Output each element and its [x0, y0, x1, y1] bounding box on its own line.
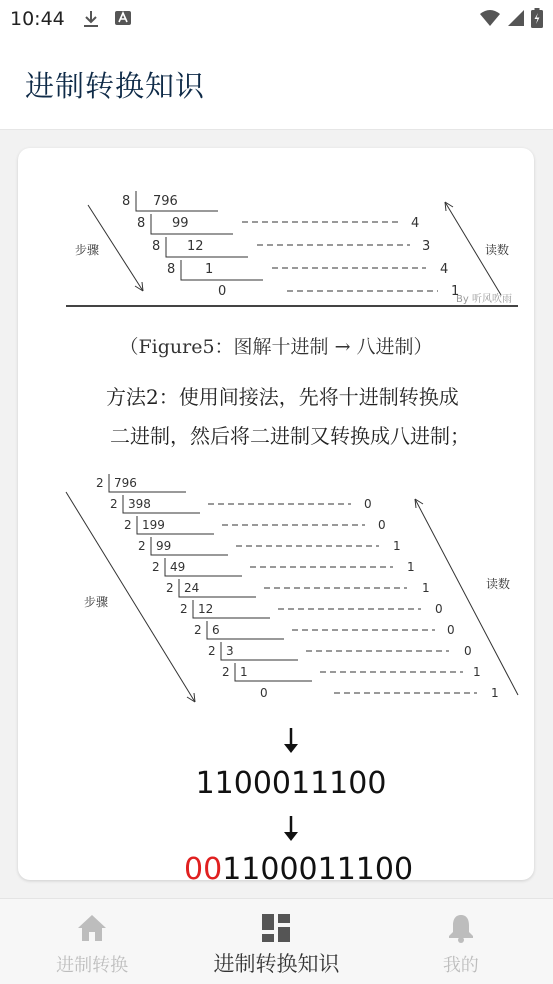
remainder-value: 0	[364, 497, 372, 511]
divisor-label: 2	[166, 581, 174, 595]
download-icon	[82, 9, 100, 29]
quotient-value: 796	[114, 476, 137, 490]
divisor-label: 8	[137, 216, 146, 231]
dashboard-icon	[261, 913, 291, 943]
nav-label: 进制转换知识	[213, 952, 340, 976]
divisor-label: 2	[124, 518, 132, 532]
quotient-value: 3	[226, 644, 234, 658]
divisor-label: 2	[180, 602, 188, 616]
down-arrow-icon	[281, 726, 301, 756]
down-arrow-icon	[281, 814, 301, 844]
quotient-value: 796	[153, 194, 178, 209]
quotient-value: 1	[240, 665, 248, 679]
remainder-value: 1	[407, 560, 415, 574]
content-card[interactable]	[18, 148, 534, 880]
remainder-value: 0	[464, 644, 472, 658]
nav-item-knowledge[interactable]	[184, 899, 368, 984]
remainder-value: 0	[378, 518, 386, 532]
nav-label: 我的	[442, 955, 479, 976]
divisor-label: 2	[96, 476, 104, 490]
nav-label: 进制转换	[56, 955, 129, 976]
quotient-value: 6	[212, 623, 220, 637]
padding-zeros: 00	[184, 852, 223, 880]
divisor-label: 2	[152, 560, 160, 574]
remainder-value: 0	[447, 623, 455, 637]
home-icon	[76, 913, 108, 943]
divisor-label: 2	[222, 665, 230, 679]
paragraph-line: 二进制，然后将二进制又转换成八进制；	[110, 424, 470, 448]
divisor-label: 2	[208, 644, 216, 658]
divisor-label: 8	[152, 239, 161, 254]
quotient-value: 12	[187, 239, 204, 254]
steps-label: 步骤	[84, 595, 109, 609]
quotient-value: 398	[128, 497, 151, 511]
quotient-value: 49	[170, 560, 186, 574]
quotient-value: 0	[260, 686, 268, 700]
remainder-value: 1	[422, 581, 430, 595]
method-paragraph	[64, 378, 504, 456]
quotient-value: 12	[198, 602, 214, 616]
read-label: 读数	[485, 243, 510, 257]
remainder-value: 0	[435, 602, 443, 616]
remainder-value: 1	[491, 686, 499, 700]
quotient-value: 199	[142, 518, 165, 532]
quotient-value: 99	[156, 539, 172, 553]
quotient-value: 0	[218, 284, 227, 299]
app-bar	[0, 38, 553, 130]
text-app-icon	[114, 9, 132, 27]
padded-binary	[184, 852, 413, 880]
remainder-value: 3	[422, 239, 431, 254]
quotient-value: 99	[172, 216, 189, 231]
divisor-label: 2	[110, 497, 118, 511]
battery-icon	[531, 8, 543, 28]
steps-label: 步骤	[75, 243, 100, 257]
binary-division-diagram	[18, 470, 534, 710]
paragraph-line: 方法2：使用间接法，先将十进制转换成	[106, 385, 459, 409]
padded-binary-rest: 1100011100	[222, 852, 414, 880]
nav-item-convert[interactable]	[0, 899, 184, 984]
quotient-value: 1	[205, 262, 214, 277]
quotient-value: 24	[184, 581, 200, 595]
divisor-label: 8	[122, 194, 131, 209]
divisor-label: 2	[194, 623, 202, 637]
bottom-navigation	[0, 898, 553, 984]
read-label: 读数	[486, 577, 511, 591]
divisor-label: 8	[167, 262, 176, 277]
status-bar	[0, 0, 553, 38]
divisor-label: 2	[138, 539, 146, 553]
remainder-value: 4	[411, 216, 420, 231]
remainder-value: 4	[440, 262, 449, 277]
signal-icon	[507, 9, 525, 27]
binary-result: 1100011100	[195, 766, 387, 801]
remainder-value: 1	[451, 284, 460, 299]
figure-caption: （Figure5：图解十进制 → 八进制）	[119, 336, 433, 358]
bell-icon	[447, 913, 475, 943]
octal-division-diagram	[18, 178, 534, 348]
remainder-value: 1	[393, 539, 401, 553]
wifi-icon	[479, 9, 501, 27]
watermark: By 听风吹雨	[456, 294, 512, 305]
remainder-value: 1	[473, 665, 481, 679]
status-time: 10:44	[10, 8, 65, 30]
nav-item-profile[interactable]	[369, 899, 553, 984]
page-title: 进制转换知识	[25, 69, 206, 103]
